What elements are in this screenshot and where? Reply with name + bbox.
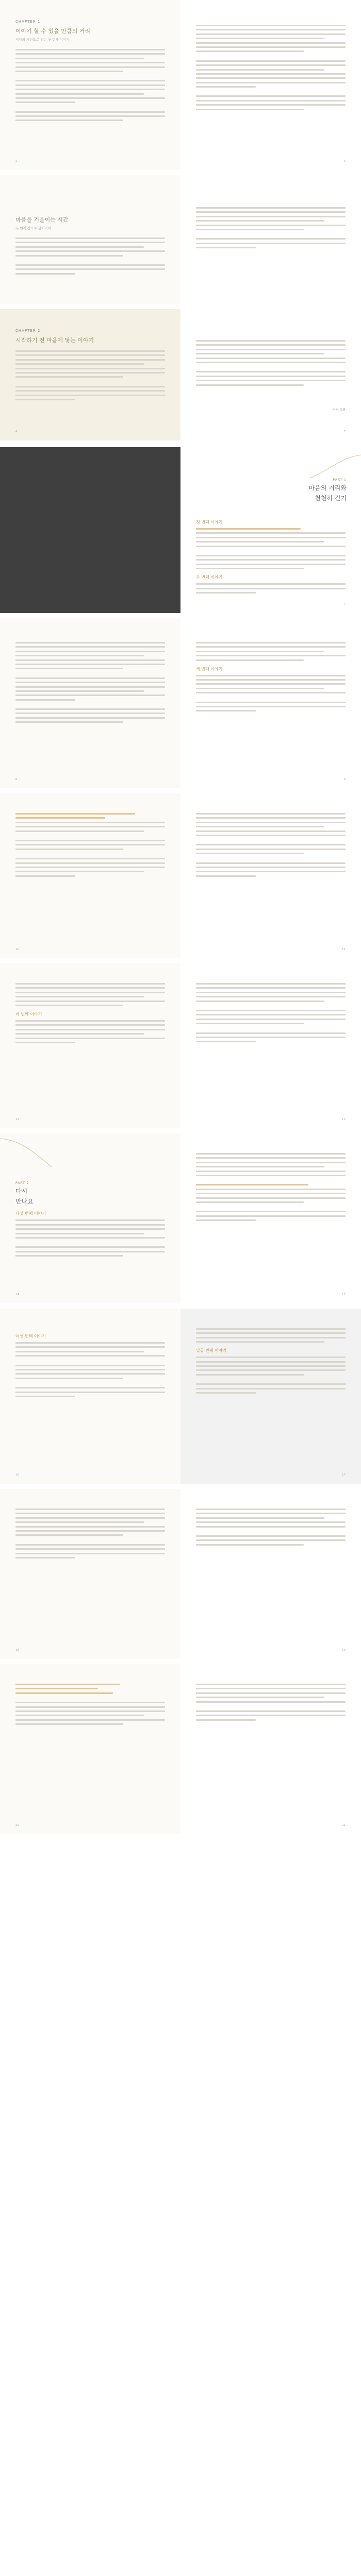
subhead: 일곱 번째 이야기	[196, 1348, 227, 1353]
subhead: 두 번째 이야기	[196, 575, 223, 580]
section-title: 이야기 할 수 있을 만큼의 거리	[15, 28, 90, 35]
page-right	[180, 963, 361, 1128]
part-title-line-2: 천천히 걷기	[315, 495, 347, 502]
page-left	[0, 1133, 180, 1303]
body-text	[196, 813, 346, 877]
page-number: 2	[15, 160, 18, 163]
spread-3	[0, 447, 361, 613]
body-text	[15, 813, 165, 877]
spread-7	[0, 1133, 361, 1303]
spread-6	[0, 963, 361, 1128]
page-right	[180, 309, 361, 440]
body-text	[196, 207, 346, 248]
body-text	[196, 1684, 346, 1721]
page-number: 7	[343, 603, 346, 606]
subhead: 다섯 번째 이야기	[15, 1211, 46, 1216]
page-right	[180, 1664, 361, 1834]
page-right	[180, 1133, 361, 1303]
part-title-block	[309, 478, 347, 502]
page-number: 8	[15, 778, 18, 781]
spread-9	[0, 1489, 361, 1659]
page-left	[0, 1489, 180, 1659]
body-text	[15, 350, 165, 400]
page-right	[180, 1489, 361, 1659]
body-text	[196, 340, 346, 386]
section-title: 시작하기 전 마음에 닿는 이야기	[15, 337, 94, 344]
page-number: 15	[342, 1293, 346, 1296]
body-text	[15, 1333, 165, 1397]
author-signature: 저자 드림	[332, 408, 346, 412]
part-label: PART 1	[333, 478, 347, 482]
page-number: 18	[15, 1649, 19, 1652]
body-text	[15, 49, 165, 121]
body-text	[15, 642, 165, 723]
body-text	[196, 642, 346, 711]
subhead: 여섯 번째 이야기	[15, 1334, 46, 1338]
page-number: 13	[342, 1118, 346, 1121]
page-right	[180, 793, 361, 958]
page-left	[0, 793, 180, 958]
body-text	[196, 1153, 346, 1221]
page-number: 12	[15, 1118, 19, 1121]
chapter-label: CHAPTER 1	[15, 20, 41, 24]
spread-1	[0, 0, 361, 170]
page-right	[180, 447, 361, 613]
page-left-dark	[0, 447, 180, 613]
body-text	[15, 1509, 165, 1558]
box-title: 마음을 기울이는 시간	[15, 216, 69, 223]
spread-2	[0, 309, 361, 440]
body-text	[15, 238, 165, 275]
subhead: 첫 번째 이야기	[196, 520, 223, 524]
body-text	[196, 1509, 346, 1546]
subhead: 세 번째 이야기	[196, 666, 223, 671]
page-number: 4	[15, 430, 18, 433]
page-number: 19	[342, 1649, 346, 1652]
page-number: 9	[343, 778, 346, 781]
part-label: PART 2	[15, 1181, 29, 1185]
page-number: 16	[15, 1473, 19, 1477]
chapter-label: CHAPTER 2	[15, 329, 41, 333]
part-title-line-1: 다시	[15, 1188, 28, 1195]
page-number: 5	[343, 430, 346, 433]
body-text	[15, 983, 165, 1043]
body-text	[15, 1684, 165, 1725]
page-number: 21	[342, 1824, 346, 1827]
subhead: 네 번째 이야기	[15, 1011, 42, 1016]
spread-4	[0, 618, 361, 788]
page-left	[0, 0, 180, 170]
body-text	[196, 25, 346, 110]
spread-10	[0, 1664, 361, 1834]
page-left	[0, 175, 180, 304]
part-title-line-2: 만나요	[15, 1198, 34, 1206]
page-left	[0, 1664, 180, 1834]
page-number: 3	[343, 160, 346, 163]
page-right	[180, 175, 361, 304]
page-right	[180, 618, 361, 788]
body-text	[196, 983, 346, 1042]
box-subtitle: 두 번째 장으로 넘어가며	[15, 226, 51, 230]
spread-1b	[0, 175, 361, 304]
decorative-curve-icon	[0, 1133, 57, 1170]
body-text	[196, 1328, 346, 1394]
spread-5	[0, 793, 361, 958]
page-number: 11	[342, 948, 346, 951]
page-number: 20	[15, 1824, 19, 1827]
page-right	[180, 1309, 361, 1484]
page-left	[0, 1309, 180, 1484]
part-title-line-1: 마음의 거리와	[308, 484, 347, 492]
section-subtitle: 저자의 시선으로 읽는 첫 번째 이야기	[15, 38, 70, 42]
page-left	[0, 963, 180, 1128]
page-left	[0, 309, 180, 440]
page-number: 17	[342, 1473, 346, 1477]
page-number: 14	[15, 1293, 19, 1296]
page-left	[0, 618, 180, 788]
page-right	[180, 0, 361, 170]
spread-8	[0, 1309, 361, 1484]
page-number: 10	[15, 948, 19, 951]
